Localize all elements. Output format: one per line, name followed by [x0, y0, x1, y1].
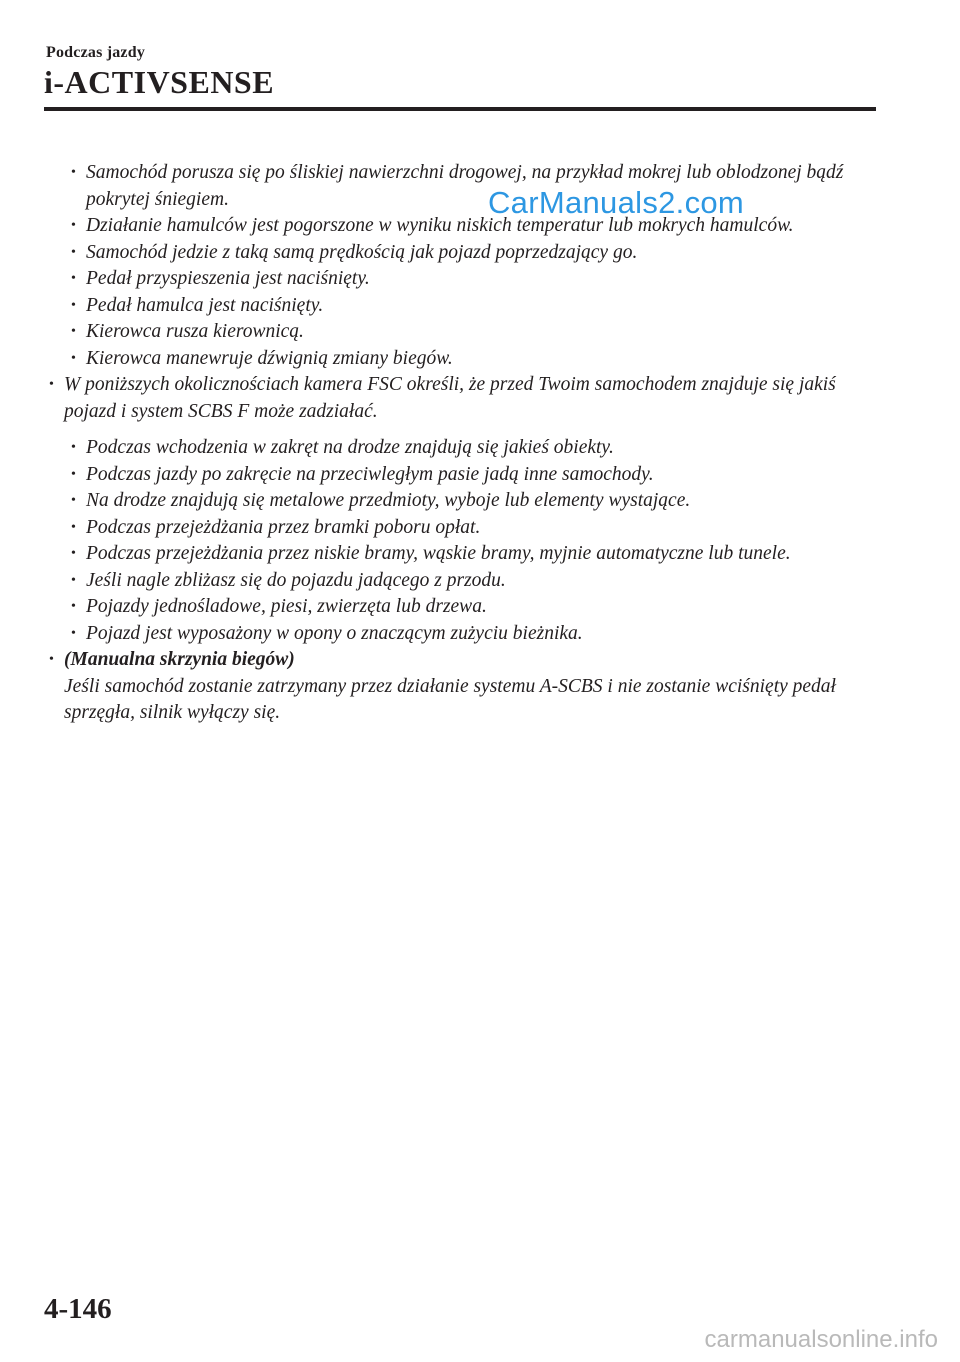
list-item: • Pojazdy jednośladowe, piesi, zwierzęta lub drzewa.	[44, 594, 884, 621]
list-item: • Podczas przejeżdżania przez niskie bramy, wąskie bramy, myjnie automatyczne lub tunele.	[44, 541, 884, 568]
bullet-icon: •	[71, 546, 76, 561]
section-label: Podczas jazdy	[46, 44, 146, 61]
watermark-logo: CarManuals2.com	[488, 185, 745, 220]
bullet-icon: •	[71, 572, 76, 588]
bullet-icon: •	[71, 218, 76, 233]
bullet-icon: •	[71, 440, 76, 455]
bullet-icon: •	[71, 599, 76, 614]
bullet-icon: •	[71, 466, 76, 482]
list-item: • Samochód jedzie z taką samą prędkością jak pojazd poprzedzający go.	[44, 240, 884, 267]
list-item: • Pojazd jest wyposażony w opony o znaczącym zużyciu bieżnika.	[44, 621, 884, 648]
list-item: • Pedał przyspieszenia jest naciśnięty.	[44, 266, 884, 293]
bullet-icon: •	[49, 652, 54, 667]
page-number: 4-146	[44, 1293, 112, 1325]
list-item: • Kierowca manewruje dźwignią zmiany biegów.	[44, 346, 884, 373]
spacer	[44, 425, 884, 435]
list-item: • Samochód porusza się po śliskiej nawierzchni drogowej, na przykład mokrej lub oblodzonej bądź pokrytej śniegiem.	[71, 162, 844, 210]
list-item: • Na drodze znajdują się metalowe przedmioty, wyboje lub elementy wystające.	[44, 488, 884, 515]
bullet-icon: •	[71, 324, 76, 339]
sub-list-top	[44, 160, 884, 372]
list-item: • Podczas wchodzenia w zakręt na drodze znajdują się jakieś obiekty.	[44, 435, 884, 462]
manual-transmission-text: Jeśli samochód zostanie zatrzymany przez działanie systemu A-SCBS i nie zostanie wciśnięty pedał sprzęgła, silnik wyłączy się.	[64, 675, 836, 723]
list-item: • Jeśli nagle zbliżasz się do pojazdu jadącego z przodu.	[44, 568, 884, 595]
bullet-icon: •	[71, 165, 76, 180]
main-content	[44, 160, 884, 727]
bullet-icon: •	[71, 350, 76, 366]
fsc-bullet: • W poniższych okolicznościach kamera FSC określi, że przed Twoim samochodem znajduje się jakiś pojazd i system SCBS F może zadziałać.	[49, 374, 836, 422]
bullet-icon: •	[71, 625, 76, 641]
list-item: • Kierowca rusza kierownicą.	[44, 319, 884, 346]
manual-transmission-note	[44, 647, 884, 727]
list-item: • Pedał hamulca jest naciśnięty.	[44, 293, 884, 320]
title-divider	[44, 107, 876, 111]
bullet-icon: •	[71, 493, 76, 508]
bullet-icon: •	[71, 519, 76, 535]
page-title: i-ACTIVSENSE	[44, 64, 275, 100]
bullet-icon: •	[71, 271, 76, 286]
bullet-icon: •	[71, 244, 76, 260]
bullet-icon: •	[71, 297, 76, 313]
sub-list-fsc	[44, 435, 884, 647]
list-item: • Podczas jazdy po zakręcie na przeciwległym pasie jadą inne samochody.	[44, 462, 884, 489]
list-item: • Podczas przejeżdżania przez bramki poboru opłat.	[44, 515, 884, 542]
footer-watermark: carmanualsonline.info	[704, 1326, 938, 1353]
manual-transmission-heading: (Manualna skrzynia biegów)	[64, 649, 295, 670]
list-item: • Działanie hamulców jest pogorszone w wyniku niskich temperatur lub mokrych hamulców.	[44, 213, 884, 240]
bullet-icon: •	[49, 377, 54, 392]
